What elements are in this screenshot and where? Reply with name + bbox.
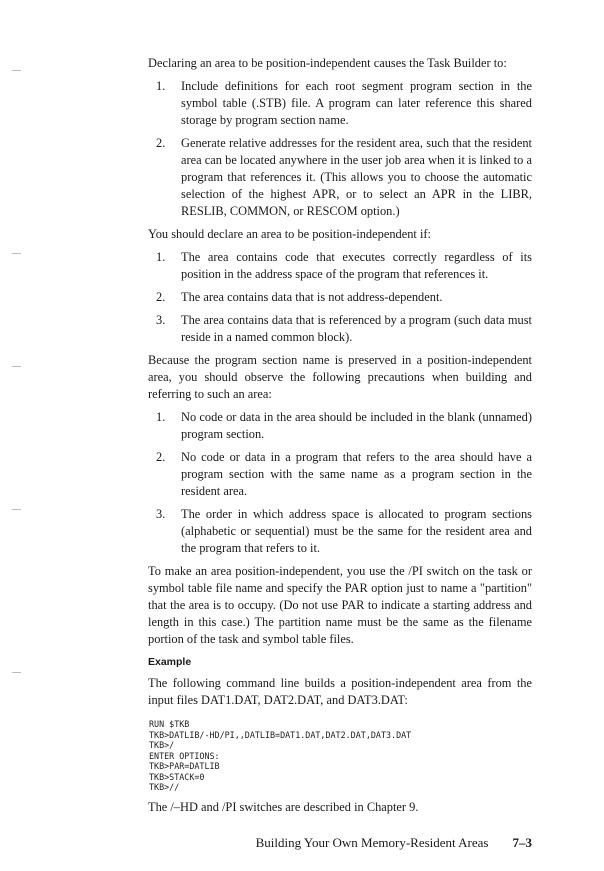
list-item — [148, 506, 532, 557]
item-number: 2. — [156, 136, 166, 150]
code-line: TKB>// — [149, 782, 180, 792]
item-text: The area contains data that is referenced by a program (such data must reside in a named common block). — [181, 313, 532, 344]
page-content — [148, 0, 532, 871]
list-item — [148, 449, 532, 500]
code-line: TKB>DATLIB/-HD/PI,,DATLIB=DAT1.DAT,DAT2.DAT,DAT3.DAT — [149, 729, 412, 740]
item-number: 2. — [156, 450, 166, 464]
item-number: 1. — [156, 79, 166, 93]
item-text: The area contains code that executes correctly regardless of its position in the address space of the program that references it. — [181, 250, 532, 281]
closing-paragraph: The /–HD and /PI switches are described in Chapter 9. — [148, 799, 419, 814]
code-line: TKB>STACK=0 — [149, 771, 205, 782]
code-line: TKB>PAR=DATLIB — [149, 761, 220, 771]
page-number: 7–3 — [512, 834, 532, 850]
code-line: RUN $TKB — [149, 719, 190, 729]
item-number: 3. — [156, 313, 166, 327]
item-text: No code or data in the area should be included in the blank (unnamed) program section. — [181, 410, 532, 441]
margin-mark — [12, 672, 21, 673]
code-line: ENTER OPTIONS: — [149, 750, 220, 761]
should-paragraph: You should declare an area to be position-independent if: — [148, 227, 431, 241]
example-heading: Example — [148, 656, 192, 668]
because-paragraph: Because the program section name is preserved in a position-independent area, you should observe the following precautions when building and referring to such an area: — [148, 353, 532, 401]
item-text: Generate relative addresses for the resident area, such that the resident area can be located anywhere in the user job area when it is linked to a program that references it. (This allows you to choose the automatic selection of the highest APR, or to select an APR in the LIBR, RESLIB, COMMON, or RESCOM option.) — [181, 136, 532, 218]
margin-mark — [12, 366, 21, 367]
page-footer — [148, 834, 532, 871]
example-paragraph: The following command line builds a position-independent area from the input files DAT1.DAT, DAT2.DAT, and DAT3.DAT: — [148, 676, 532, 707]
item-text: The order in which address space is allocated to program sections (alphabetic or sequential) must be the same for the resident area and the program that refers to it. — [181, 507, 532, 555]
list-item — [148, 78, 532, 129]
pi-paragraph: To make an area position-independent, you use the /PI switch on the task or symbol table file name and specify the PAR option just to name a "partition" that the area is to occupy. (Do not use PAR to indicate a starting address and length in this case.) The partition name must be the same as the filename portion of the task and symbol table files. — [148, 564, 532, 646]
item-number: 1. — [156, 250, 166, 264]
item-number: 2. — [156, 290, 166, 304]
footer-title: Building Your Own Memory-Resident Areas — [255, 834, 489, 850]
list-item — [148, 409, 532, 443]
margin-mark — [12, 509, 21, 510]
list-item — [148, 135, 532, 220]
margin-mark — [12, 253, 21, 254]
list-item — [148, 312, 532, 346]
intro-paragraph: Declaring an area to be position-independent causes the Task Builder to: — [148, 56, 507, 70]
code-block — [149, 719, 532, 793]
list-item — [148, 289, 532, 306]
item-text: The area contains data that is not address-dependent. — [181, 290, 443, 304]
item-text: No code or data in a program that refers to the area should have a program section with the same name as a program section in the resident area. — [181, 450, 532, 498]
item-text: Include definitions for each root segment program section in the symbol table (.STB) file. A program can later reference this shared storage by program section name. — [181, 79, 532, 127]
item-number: 1. — [156, 410, 166, 424]
code-line: TKB>/ — [149, 740, 175, 750]
list-item — [148, 249, 532, 283]
item-number: 3. — [156, 507, 166, 521]
margin-mark — [12, 70, 21, 71]
